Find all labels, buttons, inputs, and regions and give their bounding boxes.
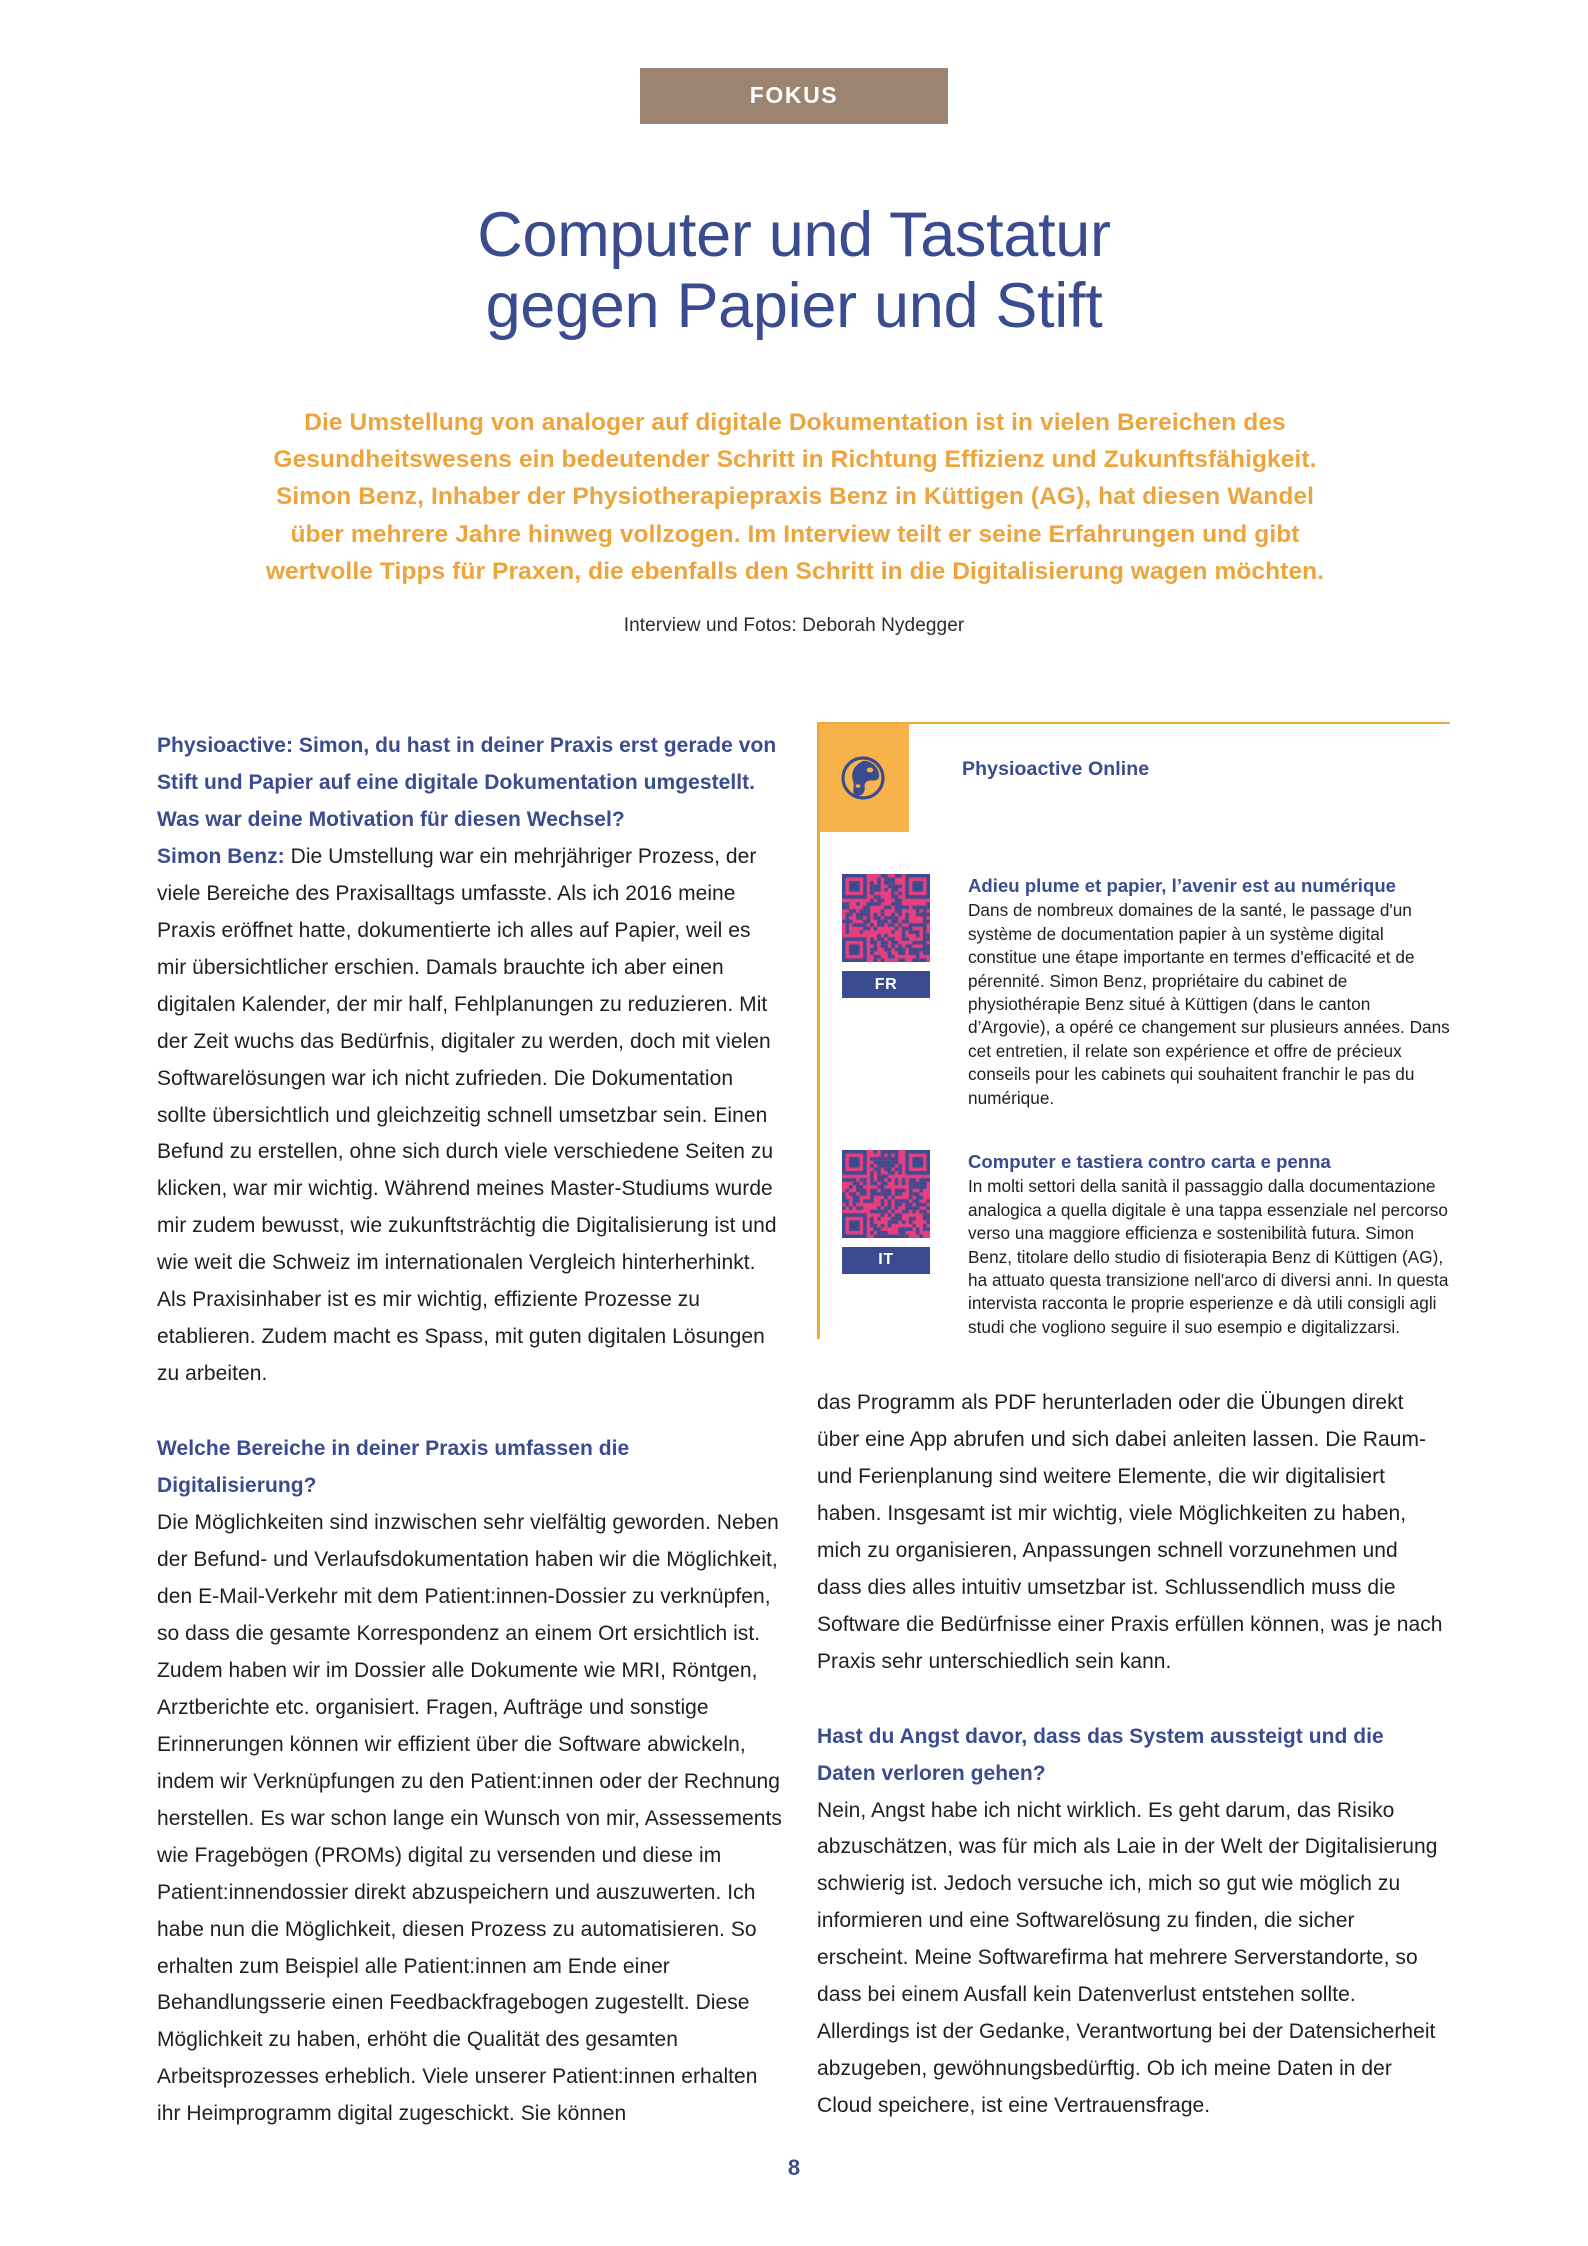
column-left: [157, 728, 782, 2133]
qr-column-it: [842, 1150, 945, 1274]
info-box-header: [817, 724, 1450, 832]
paragraph-spacer-2: [817, 1681, 1447, 1719]
question-heading-3: Hast du Angst davor, dass das System aussteigt und die Daten verloren gehen?: [817, 1724, 1384, 1785]
entry-body-it: In molti settori della sanità il passaggio dalla documentazione analogica a quella digitale è una tappa essenziale nel percorso verso una maggiore efficienza e sostenibilità futura. Simon Benz, titolare dello studio di fisioterapia Benz di Küttigen (AG), ha attuato questa transizione nell'arco di diversi anni. In questa intervista racconta le proprie esperienze e dà utili consigli agli studi che vogliono seguire il suo esempio e digitalizzarsi.: [968, 1176, 1449, 1337]
column-right: [817, 1385, 1447, 2125]
online-info-box: [817, 722, 1450, 1339]
info-box-entry-it[interactable]: [817, 1150, 1450, 1339]
entry-title-fr: Adieu plume et papier, l’avenir est au numérique: [968, 875, 1397, 896]
entry-text-it: [968, 1150, 1450, 1339]
entry-title-it: Computer e tastiera contro carta e penna: [968, 1150, 1331, 1172]
globe-icon: [840, 755, 886, 801]
language-badge-it: IT: [842, 1247, 930, 1274]
speaker-label: Simon Benz:: [157, 844, 285, 868]
info-box-entry-fr[interactable]: [817, 874, 1450, 1110]
answer-paragraph-2: Die Möglichkeiten sind inzwischen sehr vielfältig geworden. Neben der Befund- und Verlaufsdokumentation haben wir die Möglichkeit, den E-Mail-Verkehr mit dem Patient:innen-Dossier zu verknüpfen, so dass die gesamte Korrespondenz an einem Ort ersichtlich ist. Zudem haben wir im Dossier alle Dokumente wie MRI, Röntgen, Arztberichte etc. organisiert. Fragen, Aufträge und sonstige Erinnerungen können wir effizient über die Software abwickeln, indem wir Verknüpfungen zu den Patient:innen oder der Rechnung herstellen. Es war schon lange ein Wunsch von mir, Assessements wie Fragebögen (PROMs) digital zu versenden und diese im Patient:innendossier direkt abzuspeichern und auszuwerten. Ich habe nun die Möglichkeit, diesen Prozess zu automatisieren. So erhalten zum Beispiel alle Patient:innen am Ende einer Behandlungsserie einen Feedbackfragebogen zugestellt. Diese Möglichkeit zu haben, erhöht die Qualität des gesamten Arbeitsprozesses erheblich. Viele unserer Patient:innen erhalten ihr Heimprogramm digital zugeschickt. Sie können: [157, 1511, 782, 2126]
section-tag: FOKUS: [640, 68, 948, 124]
info-box-title: Physioactive Online: [962, 758, 1150, 780]
answer-paragraph-1: [157, 839, 782, 1393]
question-heading-2: Welche Bereiche in deiner Praxis umfassen die Digitalisierung?: [157, 1437, 630, 1498]
question-heading-1: Physioactive: Simon, du hast in deiner Praxis erst gerade von Stift und Papier auf eine digitale Dokumentation umgestellt. Was war deine Motivation für diesen Wechsel?: [157, 734, 777, 831]
answer-paragraph-3: Nein, Angst habe ich nicht wirklich. Es geht darum, das Risiko abzuschätzen, was für mich als Laie in der Welt der Digitalisierung schwierig ist. Jedoch versuche ich, mich so gut wie möglich zu informieren und eine Softwarelösung zu finden, die sicher erscheint. Meine Softwarefirma hat mehrere Serverstandorte, so dass bei einem Ausfall kein Datenverlust entstehen sollte. Allerdings ist der Gedanke, Verantwortung bei der Datensicherheit abzugeben, gewöhnungsbedürftig. Ob ich meine Daten in der Cloud speichere, ist eine Vertrauensfrage.: [817, 1798, 1438, 2118]
qr-column-fr: [842, 874, 945, 998]
section-tag-wrapper: [0, 68, 1588, 124]
page-number: 8: [787, 2155, 801, 2180]
paragraph-spacer: [157, 1393, 782, 1431]
page-title: [0, 200, 1588, 341]
info-box-left-rule: [817, 724, 820, 1339]
lead-paragraph: [190, 404, 1400, 590]
answer-paragraph-2-continued: das Programm als PDF herunterladen oder die Übungen direkt über eine App abrufen und sich dabei anleiten lassen. Die Raum- und Ferienplanung sind weitere Elemente, die wir digitalisiert haben. Insgesamt ist mir wichtig, viele Möglichkeiten zu haben, mich zu organisieren, Anpassungen schnell vorzunehmen und dass dies alles intuitiv umsetzbar ist. Schlussendlich muss die Software die Bedürfnisse einer Praxis erfüllen können, was je nach Praxis sehr unterschiedlich sein kann.: [817, 1391, 1443, 1673]
qr-code-it[interactable]: [842, 1150, 930, 1238]
page-title-line-2: gegen Papier und Stift: [485, 270, 1103, 341]
lead-line-3: Simon Benz, Inhaber der Physiotherapiepraxis Benz in Küttigen (AG), hat diesen Wandel: [275, 483, 1315, 511]
answer-text-1: Die Umstellung war ein mehrjähriger Prozess, der viele Bereiche des Praxisalltags umfasste. Als ich 2016 meine Praxis eröffnet hatte, dokumentierte ich alles auf Papier, weil es mir übersichtlicher erschien. Damals brauchte ich aber einen digitalen Kalender, der mir half, Fehlplanungen zu reduzieren. Mit der Zeit wuchs das Bedürfnis, digitaler zu werden, doch mit vielen Softwarelösungen war ich nicht zufrieden. Die Dokumentation sollte übersichtlich und gleichzeitig schnell umsetzbar sein. Einen Befund zu erstellen, ohne sich durch viele verschiedene Seiten zu klicken, war mir wichtig. Während meines Master-Studiums wurde mir zudem bewusst, wie zukunftsträchtig die Digitalisierung ist und wie weit die Schweiz im internationalen Vergleich hinterherhinkt. Als Praxisinhaber ist es mir wichtig, effiziente Prozesse zu etablieren. Zudem macht es Spass, mit guten digitalen Lösungen zu arbeiten.: [157, 844, 777, 1386]
entry-body-fr: Dans de nombreux domaines de la santé, le passage d'un système de documentation papier à un système digital constitue une étape importante en termes d'efficacité et de pérennité. Simon Benz, propriétaire du cabinet de physiothérapie Benz situé à Küttigen (dans le canton d’Argovie), a opéré ce changement sur plusieurs années. Dans cet entretien, il relate son expérience et offre de précieux conseils pour les cabinets qui souhaitent franchir le pas du numérique.: [968, 900, 1450, 1108]
entry-text-fr: [968, 874, 1450, 1110]
language-badge-fr: FR: [842, 971, 930, 998]
lead-line-4: über mehrere Jahre hinweg vollzogen. Im Interview teilt er seine Erfahrungen und gibt: [290, 520, 1300, 548]
qr-code-fr[interactable]: [842, 874, 930, 962]
lead-line-5: wertvolle Tipps für Praxen, die ebenfalls den Schritt in die Digitalisierung wagen möchten.: [265, 557, 1325, 585]
page-title-line-1: Computer und Tastatur: [477, 200, 1111, 271]
globe-icon-block: [817, 724, 909, 832]
lead-line-1: Die Umstellung von analoger auf digitale Dokumentation ist in vielen Bereichen des: [304, 409, 1286, 436]
lead-line-2: Gesundheitswesens ein bedeutender Schritt in Richtung Effizienz und Zukunftsfähigkeit.: [273, 446, 1317, 474]
byline: Interview und Fotos: Deborah Nydegger: [623, 615, 965, 636]
